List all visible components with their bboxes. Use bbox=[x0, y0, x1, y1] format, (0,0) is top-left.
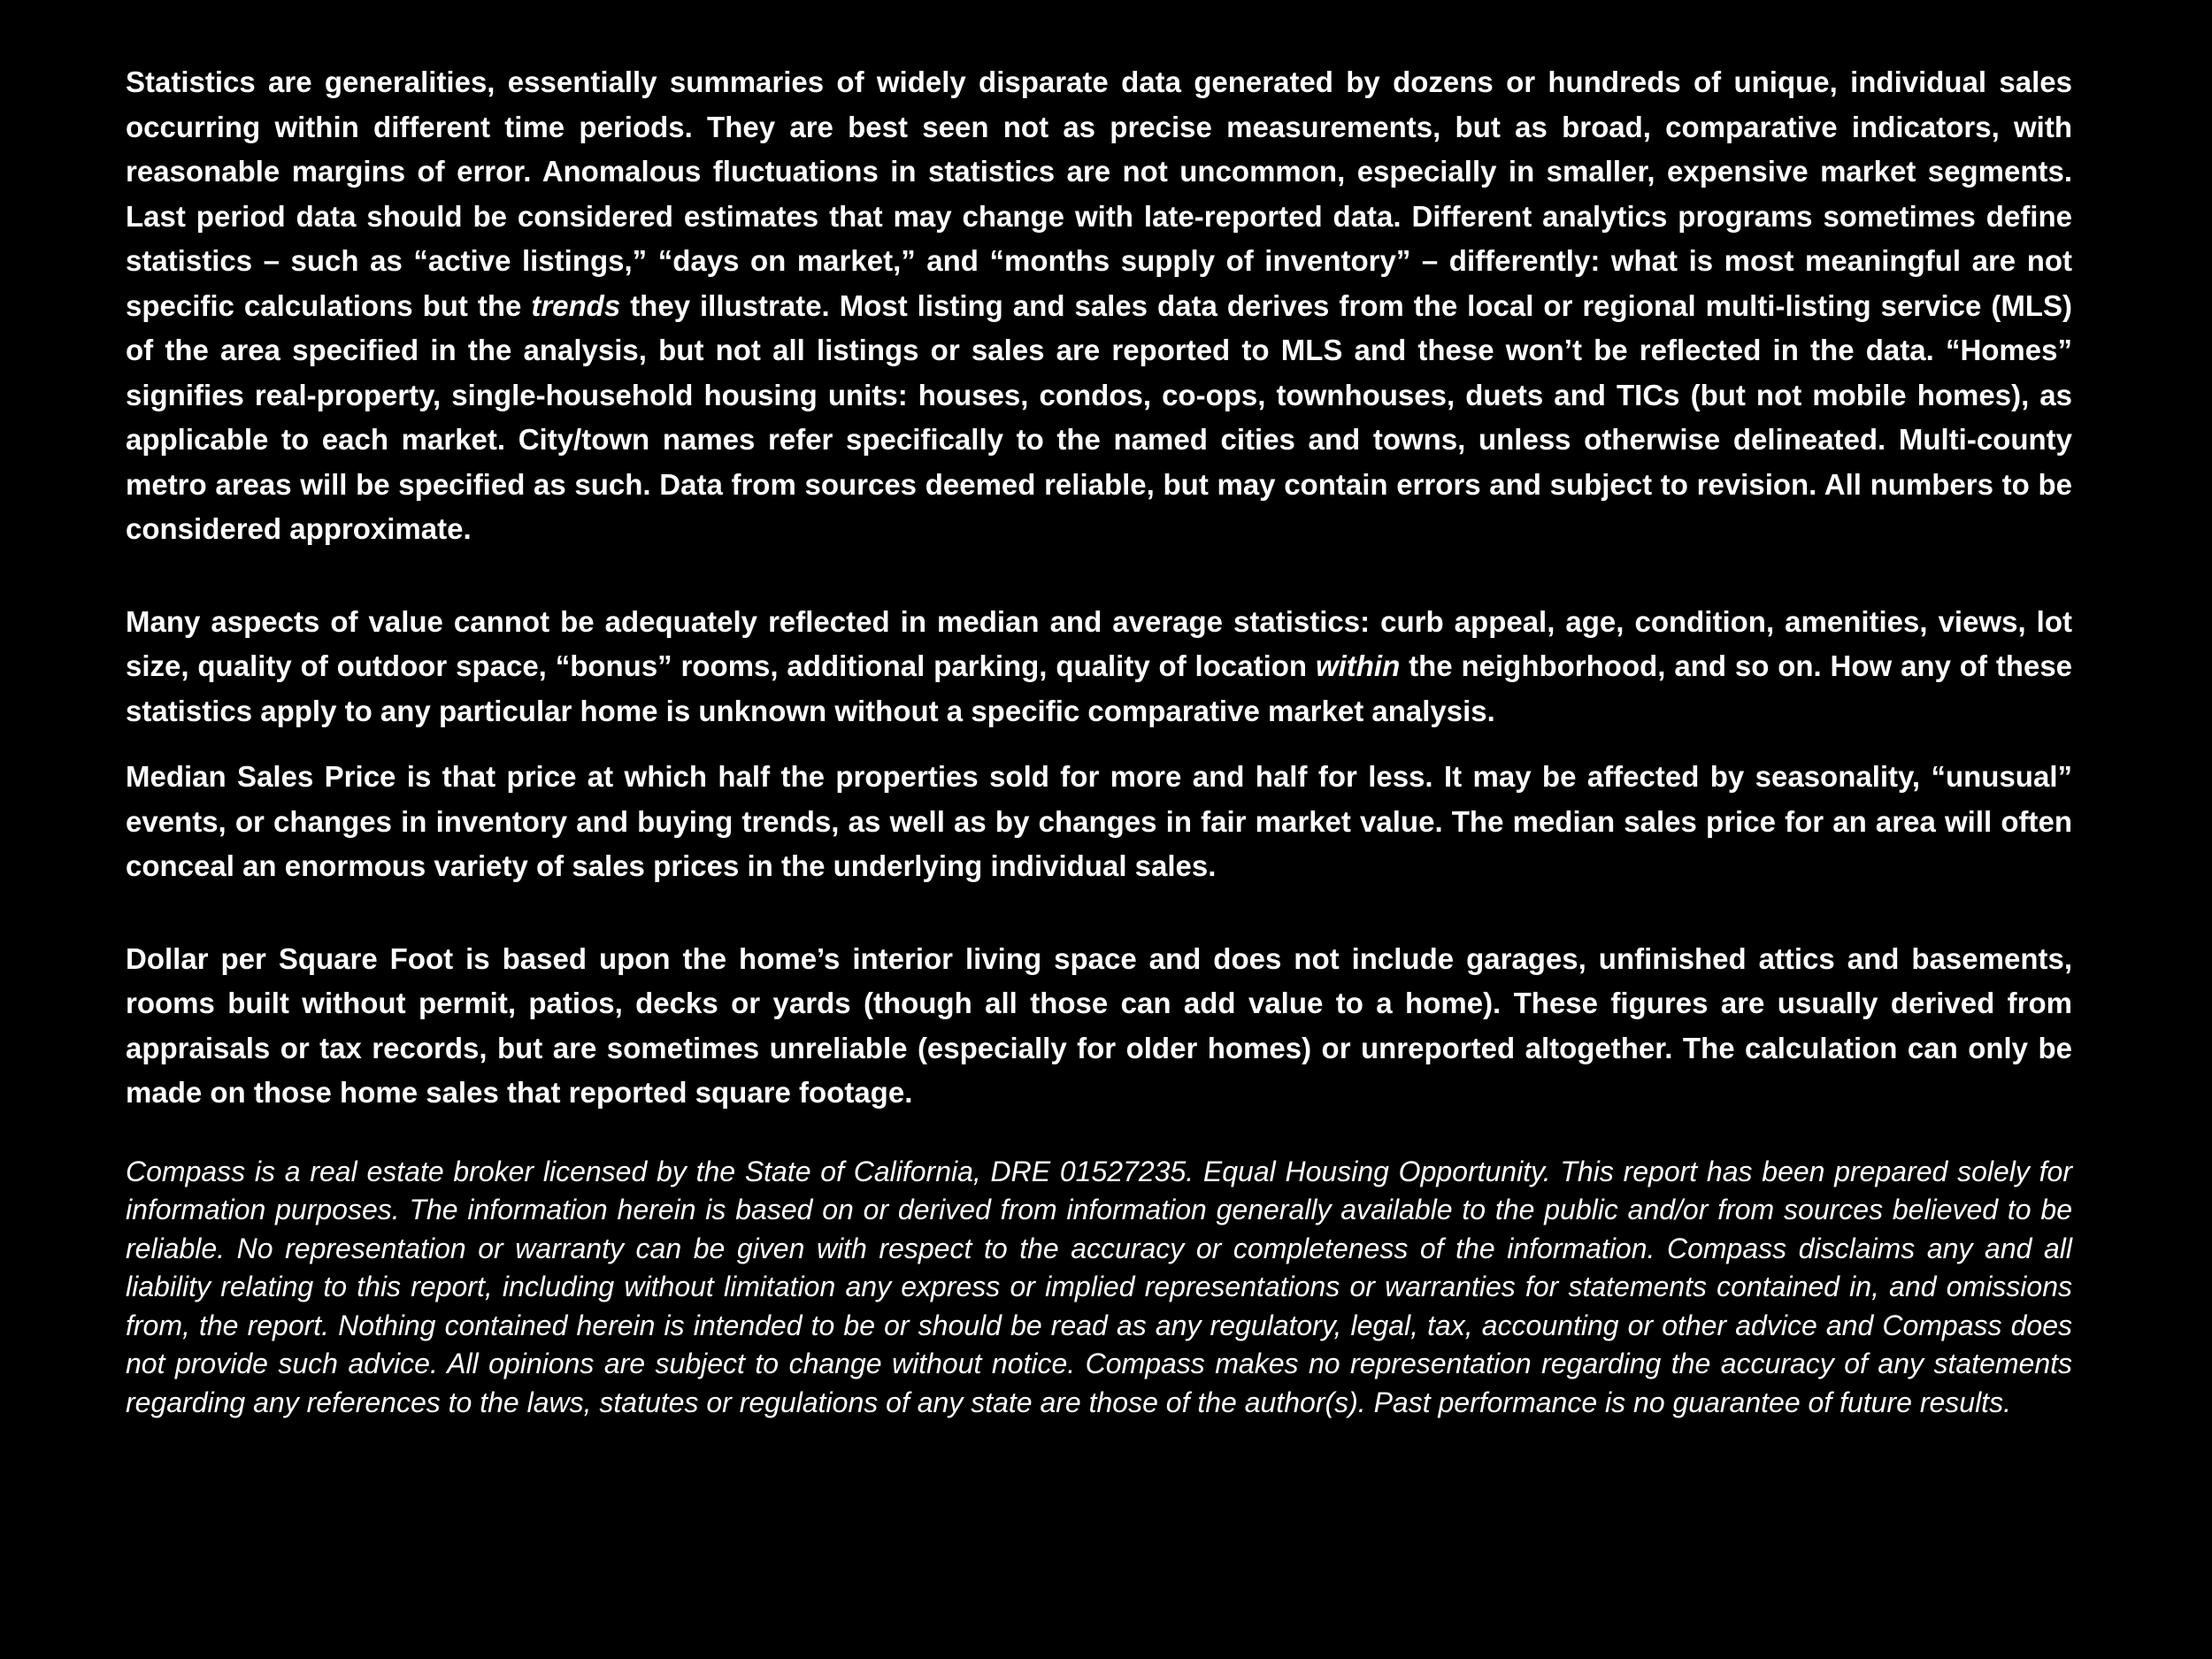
spacer bbox=[126, 889, 2072, 937]
median-sales-price-paragraph: Median Sales Price is that price at which half the properties sold for more and half for less. It may be affected by seasonality, “unusual” events, or changes in inventory and buying trends, as well as by changes in fair market value. The median sales price for an area will often conceal an enormous variety of sales prices in the underlying individual sales. bbox=[126, 760, 2072, 882]
dollar-per-sqft-paragraph: Dollar per Square Foot is based upon the home’s interior living space and does not include garages, unfinished attics and basements, rooms built without permit, patios, decks or yards (though all those can add value to a home). These figures are usually derived from appraisals or tax records, but are sometimes unreliable (especially for older homes) or unreported altogether. The calculation can only be made on those home sales that reported square footage. bbox=[126, 941, 2072, 1109]
disclaimer-page bbox=[126, 60, 2072, 1422]
value-aspects-emphasis: within bbox=[1315, 649, 1401, 682]
value-aspects-text-part2: the neighborhood, and so on. How any of these statistics apply to any particular home is unknown without a specific comparative market analysis. bbox=[126, 649, 2073, 727]
statistics-text-part2: they illustrate. Most listing and sales data derives from the local or regional multi-listing service (MLS) of the area specified in the analysis, but not all listings or sales are reported to MLS and these won’t be reflected in the data. “Homes” signifies real-property, single-household housing units: houses, condos, co-ops, townhouses, duets and TICs (but not mobile homes), as applicable to each market. City/town names refer specifically to the named cities and towns, unless otherwise delineated. Multi-county metro areas will be specified as such. Data from sources deemed reliable, but may contain errors and subject to revision. All numbers to be considered approximate. bbox=[126, 288, 2072, 545]
spacer bbox=[126, 552, 2072, 600]
value-aspects-paragraph bbox=[126, 600, 2072, 734]
statistics-text-part1: Statistics are generalities, essentially summaries of widely disparate data generated by dozens or hundreds of unique, individual sales occurring within different time periods. They are best seen not as precise measurements, but as broad, comparative indicators, with reasonable margins of error. Anomalous fluctuations in statistics are not uncommon, especially in smaller, expensive market segments. Last period data should be considered estimates that may change with late-reported data. Different analytics programs sometimes define statistics – such as “active listings,” “days on market,” and “months supply of inventory” – differently: what is most meaningful are not specific calculations but the bbox=[126, 65, 2072, 322]
value-aspects-text-part1: Many aspects of value cannot be adequately reflected in median and average statistics: curb appeal, age, condition, amenities, views, lot size, quality of outdoor space, “bonus” rooms, additional parking, quality of location bbox=[126, 604, 2072, 682]
statistics-paragraph bbox=[126, 60, 2072, 552]
spacer bbox=[126, 733, 2072, 755]
statistics-emphasis: trends bbox=[531, 288, 621, 322]
spacer bbox=[126, 1116, 2072, 1153]
legal-disclaimer-paragraph: Compass is a real estate broker licensed by the State of California, DRE 01527235. Equal Housing Opportunity. This report has been prepared solely for information purposes. The information herein is based on or derived from information generally available to the public and/or from sources believed to be reliable. No representation or warranty can be given with respect to the accuracy or completeness of the information. Compass disclaims any and all liability relating to this report, including without limitation any express or implied representations or warranties for statements contained in, and omissions from, the report. Nothing contained herein is intended to be or should be read as any regulatory, legal, tax, accounting or other advice and Compass does not provide such advice. All opinions are subject to change without notice. Compass makes no representation regarding the accuracy of any statements regarding any references to the laws, statutes or regulations of any state are those of the author(s). Past performance is no guarantee of future results. bbox=[126, 1155, 2072, 1418]
